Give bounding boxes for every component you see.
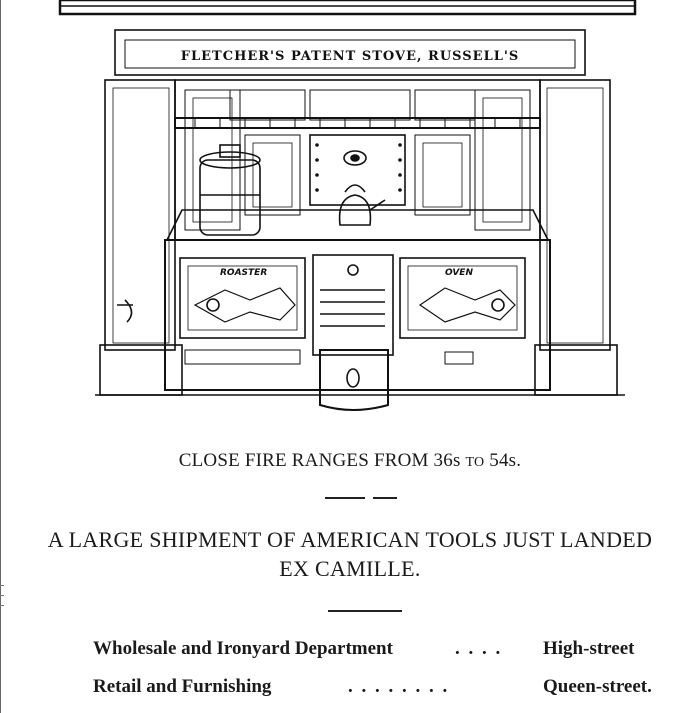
price-caption [0, 450, 700, 472]
lintel-inscription: FLETCHER'S PATENT STOVE, RUSSELL'S [180, 49, 520, 64]
department-row [0, 676, 700, 702]
edge-mark [0, 605, 4, 606]
edge-mark [0, 585, 4, 586]
dot-leader: . . . . . . . . [348, 676, 450, 697]
department-street: Queen-street. [543, 676, 652, 697]
oven-label: OVEN [445, 268, 473, 278]
dot-leader: . . . . [455, 638, 503, 659]
department-street: High-street [543, 638, 635, 659]
kitchen-range-stove-icon [55, 0, 640, 420]
department-name: Retail and Furnishing [93, 676, 272, 697]
left-border-rule [0, 0, 1, 713]
department-row [0, 638, 700, 664]
roaster-label: ROASTER [220, 268, 268, 278]
edge-mark [0, 595, 4, 596]
caption-end: 54s. [489, 450, 522, 471]
shipment-announcement-line2: EX CAMILLE. [279, 556, 421, 581]
section-divider [328, 610, 402, 612]
caption-to: TO [465, 455, 485, 470]
section-divider [325, 497, 405, 499]
shipment-announcement-line1: A LARGE SHIPMENT OF AMERICAN TOOLS JUST LANDED [47, 527, 653, 552]
department-name: Wholesale and Ironyard Department [93, 638, 393, 659]
caption-main: CLOSE FIRE RANGES FROM 36s [178, 450, 461, 471]
